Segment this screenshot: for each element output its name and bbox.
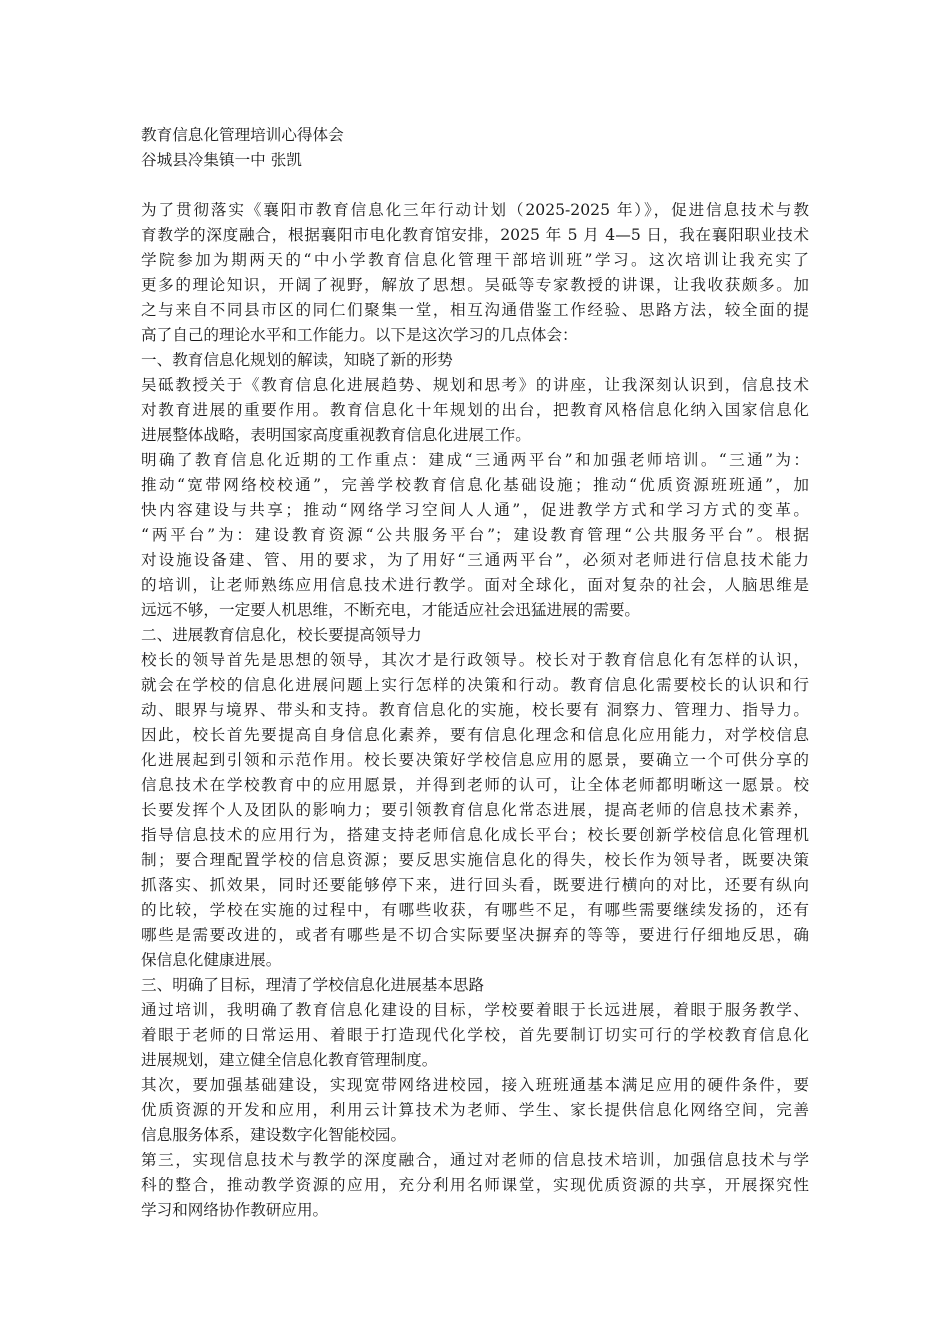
- paragraph-line: 远远不够，一定要人机思维，不断充电，才能适应社会迅猛进展的需要。: [141, 601, 641, 619]
- paragraph: [141, 198, 809, 348]
- paragraph-line: 的培训，让老师熟练应用信息技术进行教学。面对全球化，面对复杂的社会，人脑思维是: [141, 576, 809, 594]
- heading-line: 三、明确了目标，理清了学校信息化进展基本思路: [141, 976, 485, 994]
- paragraph-line: 优质资源的开发和应用，利用云计算技术为老师、学生、家长提供信息化网络空间，完善: [141, 1101, 809, 1119]
- paragraph-line: 动、眼界与境界、带头和支持。教育信息化的实施，校长要有 洞察力、管理力、指导力。: [141, 701, 809, 719]
- paragraph-line: 育教学的深度融合，根据襄阳市电化教育馆安排，2025 年 5 月 4—5 日，我在襄阳职业技术: [141, 226, 809, 244]
- paragraph-line: 因此，校长首先要提高自身信息化素养，要有信息化理念和信息化应用能力，对学校信息: [141, 726, 809, 744]
- paragraph-line: 更多的理论知识，开阔了视野，解放了思想。吴砥等专家教授的讲课，让我收获颇多。加: [141, 276, 809, 294]
- paragraph-line: 通过培训，我明确了教育信息化建设的目标，学校要着眼于长远进展，着眼于服务教学、: [141, 1001, 809, 1019]
- paragraph-line: 对设施设备建、管、用的要求，为了用好“三通两平台”，必须对老师进行信息技术能力: [141, 551, 809, 569]
- paragraph-line: 为了贯彻落实《襄阳市教育信息化三年行动计划（2025-2025 年）》，促进信息技术与教: [141, 201, 809, 219]
- paragraph-line: 科的整合，推动教学资源的应用，充分利用名师课堂，实现优质资源的共享，开展探究性: [141, 1176, 809, 1194]
- paragraph-line: 进展整体战略，表明国家高度重视教育信息化进展工作。: [141, 426, 531, 444]
- paragraph-line: 第三，实现信息技术与教学的深度融合，通过对老师的信息技术培训，加强信息技术与学: [141, 1151, 809, 1169]
- paragraph: [141, 998, 809, 1073]
- paragraph-line: 推动“宽带网络校校通”，完善学校教育信息化基础设施；推动“优质资源班班通”，加: [141, 476, 809, 494]
- paragraph-line: 快内容建设与共享；推动“网络学习空间人人通”，促进教学方式和学习方式的变革。: [141, 501, 809, 519]
- paragraph-line: 明确了教育信息化近期的工作重点：建成“三通两平台”和加强老师培训。“三通”为：: [141, 451, 809, 469]
- document-body: [141, 198, 809, 1223]
- paragraph-line: “两平台”为：建设教育资源“公共服务平台”；建设教育管理“公共服务平台”。根据: [141, 526, 809, 544]
- paragraph-line: 指导信息技术的应用行为，搭建支持老师信息化成长平台；校长要创新学校信息化管理机: [141, 826, 809, 844]
- paragraph-line: 长要发挥个人及团队的影响力；要引领教育信息化常态进展，提高老师的信息技术素养，: [141, 801, 809, 819]
- paragraph: [141, 1148, 809, 1223]
- section-heading: [141, 348, 809, 373]
- heading-line: 一、教育信息化规划的解读，知晓了新的形势: [141, 351, 453, 369]
- paragraph-line: 制；要合理配置学校的信息资源；要反思实施信息化的得失，校长作为领导者，既要决策: [141, 851, 809, 869]
- paragraph-line: 着眼于老师的日常运用、着眼于打造现代化学校，首先要制订切实可行的学校教育信息化: [141, 1026, 809, 1044]
- paragraph: [141, 373, 809, 448]
- paragraph-line: 吴砥教授关于《教育信息化进展趋势、规划和思考》的讲座，让我深刻认识到，信息技术: [141, 376, 809, 394]
- paragraph: [141, 448, 809, 623]
- document-title: 教育信息化管理培训心得体会: [141, 126, 344, 144]
- spacer: [141, 173, 809, 198]
- paragraph-line: 信息技术在学校教育中的应用愿景，并得到老师的认可，让全体老师都明晰这一愿景。校: [141, 776, 809, 794]
- document-page: [141, 123, 809, 1223]
- paragraph-line: 化进展起到引领和示范作用。校长要决策好学校信息应用的愿景，要确立一个可供分享的: [141, 751, 809, 769]
- paragraph-line: 进展规划，建立健全信息化教育管理制度。: [141, 1051, 438, 1069]
- paragraph: [141, 1073, 809, 1148]
- paragraph-line: 校长的领导首先是思想的领导，其次才是行政领导。校长对于教育信息化有怎样的认识，: [141, 651, 809, 669]
- paragraph-line: 的比较，学校在实施的过程中，有哪些收获，有哪些不足，有哪些需要继续发扬的，还有: [141, 901, 809, 919]
- section-heading: [141, 973, 809, 998]
- paragraph-line: 信息服务体系，建设数字化智能校园。: [141, 1126, 407, 1144]
- paragraph-line: 之与来自不同县市区的同仁们聚集一堂，相互沟通借鉴工作经验、思路方法，较全面的提: [141, 301, 809, 319]
- section-heading: [141, 623, 809, 648]
- paragraph-line: 就会在学校的信息化进展问题上实行怎样的决策和行动。教育信息化需要校长的认识和行: [141, 676, 809, 694]
- paragraph-line: 哪些是需要改进的，或者有哪些是不切合实际要坚决摒弃的等等，要进行仔细地反思，确: [141, 926, 809, 944]
- paragraph-line: 对教育进展的重要作用。教育信息化十年规划的出台，把教育风格信息化纳入国家信息化: [141, 401, 809, 419]
- paragraph-line: 保信息化健康进展。: [141, 951, 282, 969]
- document-author: 谷城县冷集镇一中 张凯: [141, 151, 302, 169]
- paragraph-line: 学院参加为期两天的“中小学教育信息化管理干部培训班”学习。这次培训让我充实了: [141, 251, 809, 269]
- paragraph-line: 高了自己的理论水平和工作能力。以下是这次学习的几点体会：: [141, 326, 578, 344]
- paragraph-line: 抓落实、抓效果，同时还要能够停下来，进行回头看，既要进行横向的对比，还要有纵向: [141, 876, 809, 894]
- heading-line: 二、进展教育信息化，校长要提高领导力: [141, 626, 422, 644]
- paragraph: [141, 648, 809, 973]
- paragraph-line: 其次，要加强基础建设，实现宽带网络进校园，接入班班通基本满足应用的硬件条件，要: [141, 1076, 809, 1094]
- paragraph-line: 学习和网络协作教研应用。: [141, 1201, 329, 1219]
